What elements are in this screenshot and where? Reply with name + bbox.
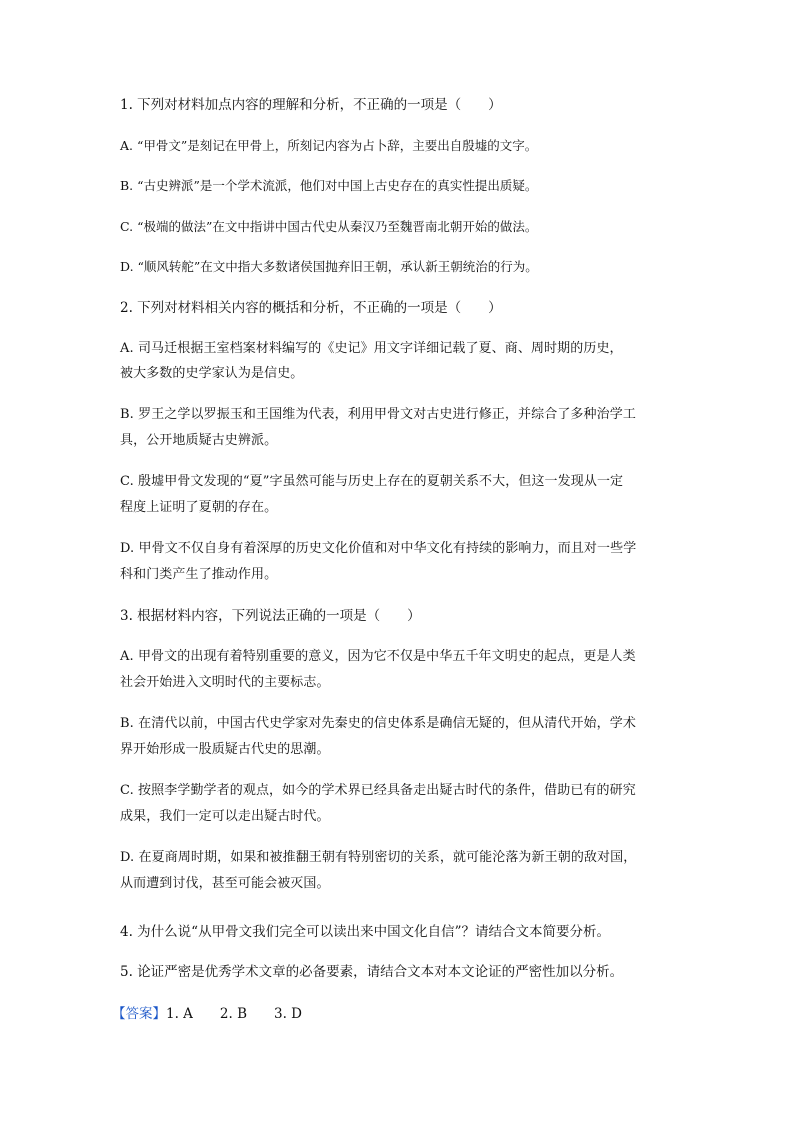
question-1-option-a: A. “甲骨文”是刻记在甲骨上，所刻记内容为占卜辞，主要出自殷墟的文字。 [120, 138, 538, 153]
question-2-option-a-line-2: 被大多数的史学家认为是信史。 [120, 366, 304, 381]
question-2-option-d-line-2: 科和门类产生了推动作用。 [120, 567, 278, 582]
question-3-option-b-line-1: B. 在清代以前，中国古代史学家对先秦史的信史体系是确信无疑的，但从清代开始，学术 [120, 716, 636, 731]
question-2-option-d-line-1: D. 甲骨文不仅自身有着深厚的历史文化价值和对中华文化有持续的影响力，而且对一些学 [120, 541, 637, 556]
question-2-option-a-line-1: A. 司马迁根据王室档案材料编写的《史记》用文字详细记载了夏、商、周时期的历史， [120, 341, 623, 356]
question-3-option-a-line-1: A. 甲骨文的出现有着特别重要的意义，因为它不仅是中华五千年文明史的起点，更是人类 [120, 649, 636, 664]
question-2-option-b-line-1: B. 罗王之学以罗振玉和王国维为代表，利用甲骨文对古史进行修正，并综合了多种治学工 [120, 407, 636, 422]
question-2-option-c-line-2: 程度上证明了夏朝的存在。 [120, 500, 278, 515]
question-4-stem: 4. 为什么说“从甲骨文我们完全可以读出来中国文化自信”？请结合文本简要分析。 [120, 924, 610, 940]
question-2-option-b-line-2: 具，公开地质疑古史辨派。 [120, 433, 278, 448]
question-2-stem: 2. 下列对材料相关内容的概括和分析，不正确的一项是（ ） [120, 300, 502, 316]
answer-line [112, 1004, 672, 1024]
question-3-stem: 3. 根据材料内容，下列说法正确的一项是（ ） [120, 608, 421, 624]
question-3-option-a-line-2: 社会开始进入文明时代的主要标志。 [120, 675, 330, 690]
question-3-option-b-line-2: 界开始形成一股质疑古代史的思潮。 [120, 742, 330, 757]
answer-text: 1. A 2. B 3. D [166, 1006, 303, 1022]
question-1-option-c: C. “极端的做法”在文中指讲中国古代史从秦汉乃至魏晋南北朝开始的做法。 [120, 219, 538, 234]
question-2-option-c-line-1: C. 殷墟甲骨文发现的“夏”字虽然可能与历史上存在的夏朝关系不大，但这一发现从一定 [120, 474, 624, 489]
question-1-option-b: B. “古史辨派”是一个学术流派，他们对中国上古史存在的真实性提出质疑。 [120, 178, 538, 193]
question-3-option-d-line-2: 从而遭到讨伐，甚至可能会被灭国。 [120, 876, 330, 891]
question-3-option-c-line-2: 成果，我们一定可以走出疑古时代。 [120, 809, 330, 824]
question-1-option-d: D. “顺风转舵”在文中指大多数诸侯国抛弃旧王朝，承认新王朝统治的行为。 [120, 259, 538, 274]
question-3-option-d-line-1: D. 在夏商周时期，如果和被推翻王朝有特别密切的关系，就可能沦落为新王朝的敌对国， [120, 850, 637, 865]
question-5-stem: 5. 论证严密是优秀学术文章的必备要素，请结合文本对本文论证的严密性加以分析。 [120, 964, 624, 980]
question-3-option-c-line-1: C. 按照李学勤学者的观点，如今的学术界已经具备走出疑古时代的条件，借助已有的研究 [120, 783, 636, 798]
answer-tag: 【答案】 [112, 1006, 166, 1022]
question-1-stem: 1. 下列对材料加点内容的理解和分析，不正确的一项是（ ） [120, 97, 502, 113]
